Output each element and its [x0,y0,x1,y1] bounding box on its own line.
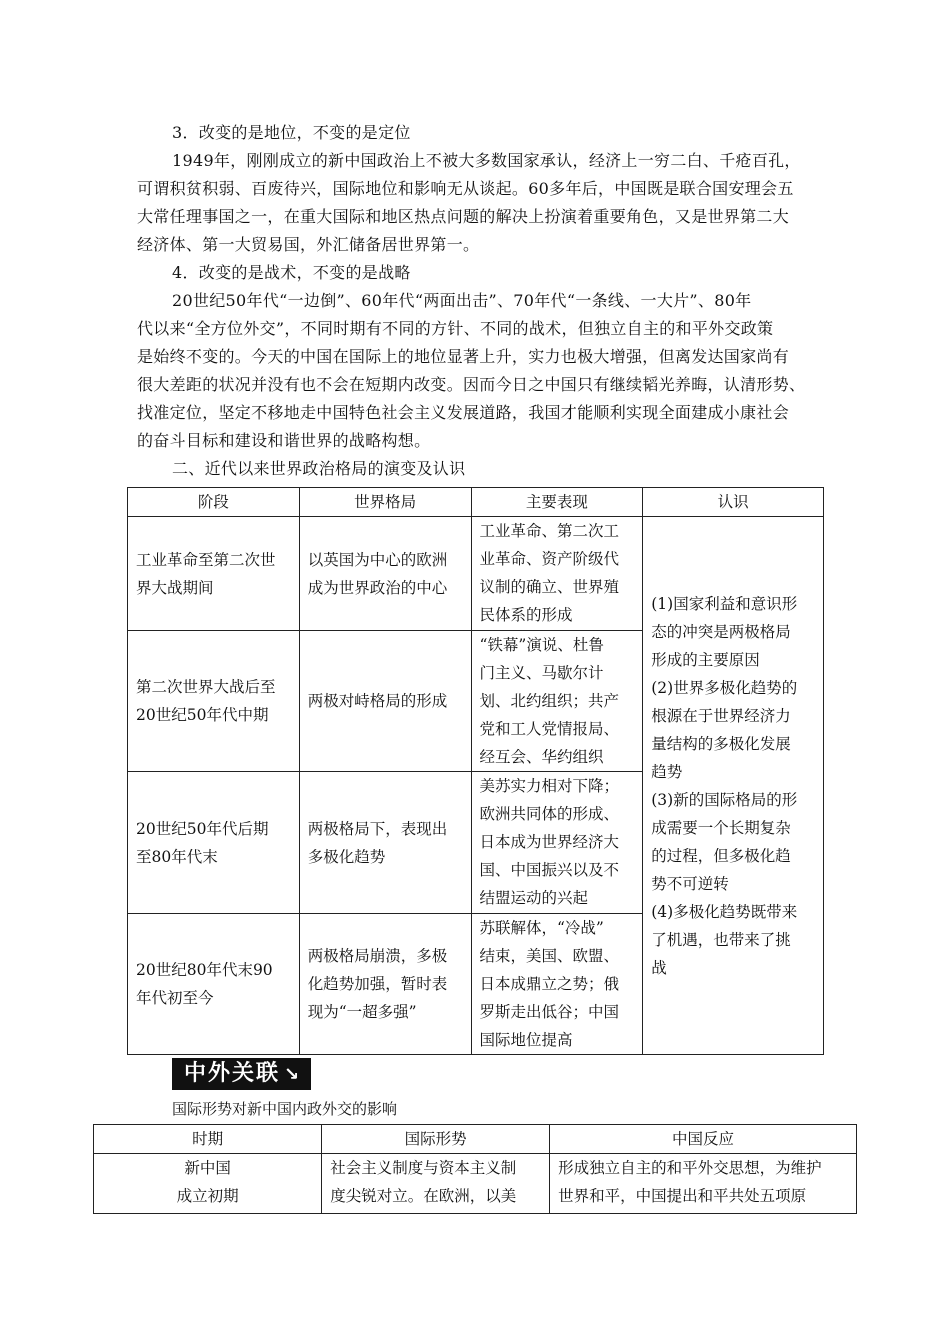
performance-cell: 苏联解体，“冷战” 结束，美国、欧盟、 日本成鼎立之势；俄 罗斯走出低谷；中国 国际地位提高 [471,914,643,1055]
table-header-row [94,1125,857,1154]
header-stage: 阶段 [128,488,300,517]
paragraph-line: 的奋斗目标和建设和谐世界的战略构想。 [137,431,431,450]
table-row [94,1154,857,1214]
header-pattern: 世界格局 [299,488,471,517]
world-pattern-table [127,487,824,1055]
header-response: 中国反应 [550,1125,857,1154]
paragraph-line: 经济体、第一大贸易国，外汇储备居世界第一。 [137,235,480,254]
stage-cell: 工业革命至第二次世 界大战期间 [128,517,300,631]
stage-cell: 20世纪80年代末90 年代初至今 [128,914,300,1055]
response-cell: 形成独立自主的和平外交思想，为维护 世界和平，中国提出和平共处五项原 [550,1154,857,1214]
situation-cell: 社会主义制度与资本主义制 度尖锐对立。在欧洲，以美 [322,1154,550,1214]
section-badge [172,1058,311,1090]
section4-heading: 4．改变的是战术，不变的是战略 [172,263,411,282]
stage-cell: 20世纪50年代后期 至80年代末 [128,772,300,914]
paragraph-line: 是始终不变的。今天的中国在国际上的地位显著上升，实力也极大增强，但离发达国家尚有 [137,347,790,366]
paragraph-line: 找准定位，坚定不移地走中国特色社会主义发展道路，我国才能顺利实现全面建成小康社会 [137,403,790,422]
table-caption: 国际形势对新中国内政外交的影响 [172,1100,398,1118]
performance-cell: 工业革命、第二次工 业革命、资产阶级代 议制的确立、世界殖 民体系的形成 [471,517,643,631]
section3-heading: 3．改变的是地位，不变的是定位 [172,123,411,142]
table-header-row [128,488,824,517]
pattern-cell: 以英国为中心的欧洲 成为世界政治的中心 [299,517,471,631]
performance-cell: 美苏实力相对下降； 欧洲共同体的形成、 日本成为世界经济大 国、中国振兴以及不 结盟运动的兴起 [471,772,643,914]
domestic-foreign-table [93,1124,857,1214]
period-cell: 新中国 成立初期 [94,1154,322,1214]
header-performance: 主要表现 [471,488,643,517]
recognition-cell: (1)国家利益和意识形 态的冲突是两极格局 形成的主要原因 (2)世界多极化趋势的 根源在于世界经济力 量结构的多极化发展 趋势 (3)新的国际格局的形 成需要一个长期复杂 的过程，但多极化趋 势不可逆转 (4)多极化趋势既带来 了机遇，也带来了挑 战 [643,517,824,1055]
paragraph-line: 20世纪50年代“一边倒”、60年代“两面出击”、70年代“一条线、一大片”、80年 [172,291,752,310]
header-period: 时期 [94,1125,322,1154]
performance-cell: “铁幕”演说、杜鲁 门主义、马歇尔计 划、北约组织；共产 党和工人党情报局、 经互会、华约组织 [471,631,643,772]
paragraph-line: 代以来“全方位外交”，不同时期有不同的方针、不同的战术，但独立自主的和平外交政策 [137,319,774,338]
arrow-down-right-icon: ↘ [284,1064,302,1085]
header-situation: 国际形势 [322,1125,550,1154]
paragraph-line: 很大差距的状况并没有也不会在短期内改变。因而今日之中国只有继续韬光养晦，认清形势、 [137,375,806,394]
pattern-cell: 两极格局崩溃，多极 化趋势加强，暂时表 现为“一超多强” [299,914,471,1055]
stage-cell: 第二次世界大战后至 20世纪50年代中期 [128,631,300,772]
badge-label: 中外关联 [184,1061,281,1086]
paragraph-line: 1949年，刚刚成立的新中国政治上不被大多数国家承认，经济上一穷二白、千疮百孔， [172,151,801,170]
pattern-cell: 两极格局下，表现出 多极化趋势 [299,772,471,914]
section-two-heading: 二、近代以来世界政治格局的演变及认识 [172,459,466,478]
header-recognition: 认识 [643,488,824,517]
table-row [128,517,824,631]
paragraph-line: 可谓积贫积弱、百废待兴，国际地位和影响无从谈起。60多年后，中国既是联合国安理会五 [137,179,794,198]
pattern-cell: 两极对峙格局的形成 [299,631,471,772]
paragraph-line: 大常任理事国之一，在重大国际和地区热点问题的解决上扮演着重要角色，又是世界第二大 [137,207,790,226]
